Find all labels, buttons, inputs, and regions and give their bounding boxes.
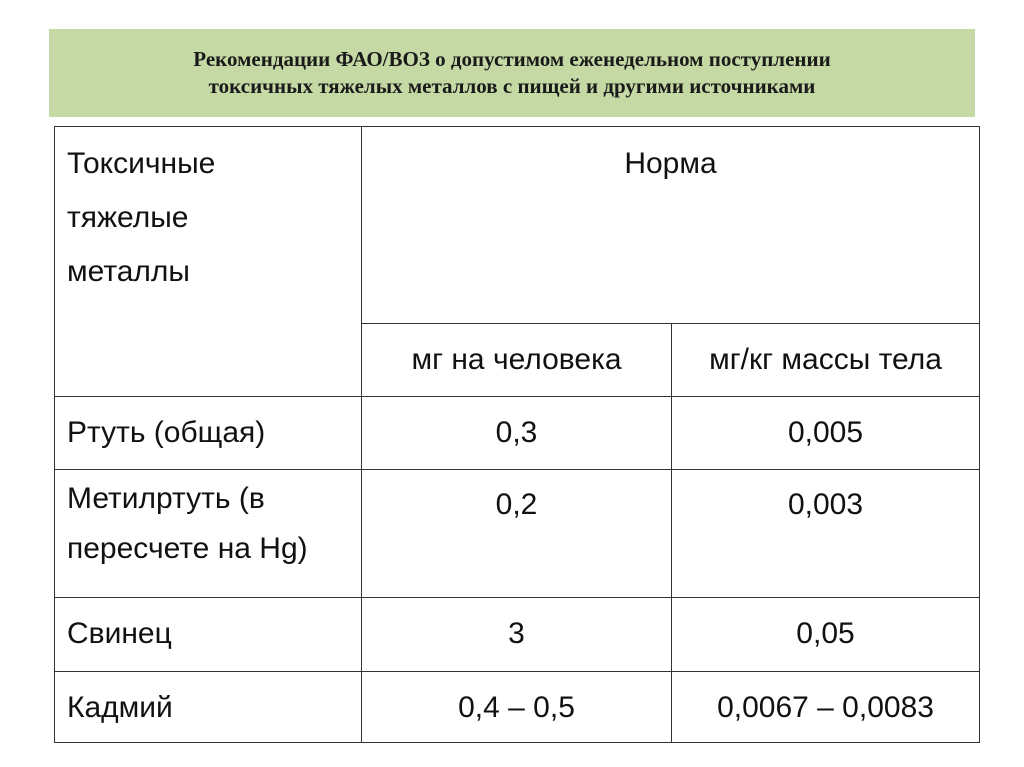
per-kg-cell [672,598,980,672]
per-person-value: 0,4 – 0,5 [458,691,575,724]
per-kg-cell [672,672,980,743]
unit-per-person: мг на человека [411,343,622,376]
per-person-cell [362,470,672,598]
header-metals-cell [55,127,362,397]
metal-name: Кадмий [67,691,173,724]
unit-per-kg-cell [672,324,980,397]
header-metals-text [67,127,361,299]
metal-name-cell [55,598,362,672]
unit-per-kg: мг/кг массы тела [709,343,942,376]
header-metals-line-3: металлы [67,255,190,288]
table-row [55,397,980,470]
norms-table [54,126,980,743]
metal-name-line-2: пересчете на Hg) [67,532,308,565]
per-person-value: 0,2 [495,488,538,521]
metal-name-line-1: Метилртуть (в [67,482,265,515]
table-row [55,470,980,598]
metal-name: Ртуть (общая) [67,416,266,449]
per-kg-value: 0,005 [787,416,864,449]
metal-name-cell [55,470,362,598]
per-person-cell [362,397,672,470]
header-metals-line-2: тяжелые [67,201,189,234]
title-line-1: Рекомендации ФАО/ВОЗ о допустимом еженедельном поступлении [193,47,831,71]
slide-title [49,29,975,117]
unit-per-person-cell [362,324,672,397]
per-kg-value: 0,003 [787,488,864,521]
header-norm: Норма [624,147,717,180]
table-header-row [55,127,980,324]
per-kg-cell [672,397,980,470]
table-row [55,598,980,672]
per-person-value: 0,3 [495,416,538,449]
per-person-cell [362,598,672,672]
per-kg-value: 0,0067 – 0,0083 [717,691,934,724]
metal-name-cell [55,397,362,470]
per-kg-cell [672,470,980,598]
header-metals-line-1: Токсичные [67,147,216,180]
table-row [55,672,980,743]
metal-name-cell [55,672,362,743]
per-person-value: 3 [508,617,525,650]
per-kg-value: 0,05 [796,617,855,650]
metal-name: Свинец [67,617,172,650]
title-line-2: токсичных тяжелых металлов с пищей и другими источниками [208,74,816,98]
metal-name [67,470,361,574]
per-person-cell [362,672,672,743]
header-norm-cell [362,127,980,324]
